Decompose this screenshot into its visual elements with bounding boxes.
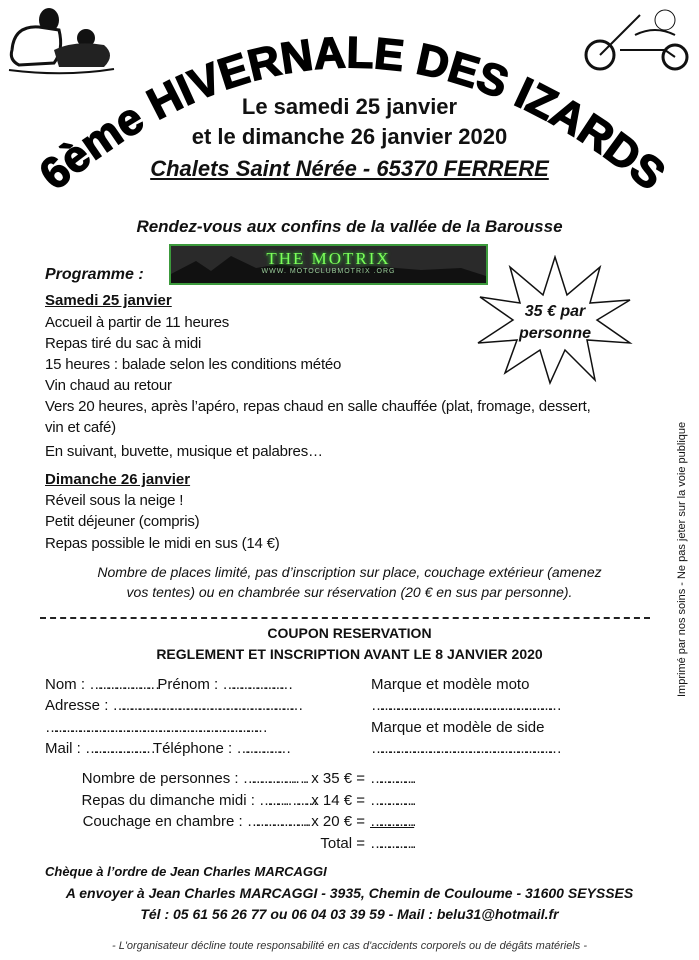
price-line-2: personne <box>518 325 591 342</box>
form-field-mail-phone[interactable]: Mail : …………………… Téléphone : ……………… <box>45 740 285 757</box>
note-line-2: vos tentes) ou en chambrée sur réservation (20 € en sus par personne). <box>126 584 573 600</box>
disclaimer: - L'organisateur décline toute responsabilité en cas d'accidents corporels ou de dégâts matériels - <box>111 940 588 952</box>
saturday-item: 15 heures : balade selon les conditions météo <box>45 356 342 373</box>
cost-room: Couchage en chambre : …………………..x 20 € = <box>82 813 365 830</box>
send-to: A envoyer à Jean Charles MARCAGGI - 3935, Chemin de Couloume - 31600 SEYSSES <box>65 885 634 901</box>
saturday-item: En suivant, buvette, musique et palabres… <box>45 443 316 460</box>
date-line-1: Le samedi 25 janvier <box>241 94 458 119</box>
form-label-side: Marque et modèle de side <box>371 719 545 736</box>
location: Chalets Saint Nérée - 65370 FERRERE <box>150 156 549 181</box>
sidecar-illustration <box>4 5 119 75</box>
contact: Tél : 05 61 56 26 77 ou 06 04 03 39 59 - Mail : belu31@hotmail.fr <box>140 906 559 922</box>
cheque-info: Chèque à l’ordre de Jean Charles MARCAGGI <box>45 864 327 879</box>
date-line-2: et le dimanche 26 janvier 2020 <box>191 124 508 149</box>
saturday-item: Vers 20 heures, après l’apéro, repas chaud en salle chauffée (plat, fromage, dessert, <box>45 398 591 415</box>
cost-persons: Nombre de personnes : ……………….…. x 35 € = <box>81 770 365 787</box>
form-field-side[interactable]: …………………………………………………………… <box>371 740 555 757</box>
form-field-name[interactable]: Nom : …………………… Prénom : …………………… <box>45 676 287 693</box>
motorcycle-illustration <box>580 5 695 75</box>
saturday-item: Vin chaud au retour <box>45 377 172 394</box>
motrix-logo: THE MOTRIX WWW. MOTOCLUBMOTRIX .ORG <box>169 244 488 285</box>
form-field-address-2[interactable]: ……………………………………………………………………… <box>45 719 261 736</box>
cut-line <box>40 617 650 619</box>
sunday-title: Dimanche 26 janvier <box>45 471 191 488</box>
cost-sunday-meal-blank[interactable]: ……………. <box>370 792 415 809</box>
coupon-subtitle: REGLEMENT ET INSCRIPTION AVANT LE 8 JANVIER 2020 <box>156 646 543 662</box>
cost-room-blank[interactable]: ……………. <box>370 813 415 830</box>
saturday-item: Accueil à partir de 11 heures <box>45 314 230 331</box>
cost-total-blank[interactable]: ……………. <box>370 835 415 852</box>
cost-sunday-meal: Repas du dimanche midi : ……….………x 14 € = <box>81 792 365 809</box>
cost-total: Total = <box>320 835 365 852</box>
form-field-address[interactable]: Adresse : …………………………………………………………… <box>45 697 297 714</box>
side-note: Imprimé par nos soins - Ne pas jeter sur la voie publique <box>676 421 688 697</box>
form-field-moto[interactable]: …………………………………………………………… <box>371 697 555 714</box>
cost-persons-blank[interactable]: ……………. <box>370 770 415 787</box>
coupon-title: COUPON RESERVATION <box>267 625 432 641</box>
form-label-moto: Marque et modèle moto <box>371 676 530 693</box>
note-line-1: Nombre de places limité, pas d’inscription sur place, couchage extérieur (amenez <box>97 564 602 580</box>
event-title: 6ème HIVERNALE DES IZARDS <box>30 28 675 200</box>
sunday-item: Petit déjeuner (compris) <box>45 513 200 530</box>
sunday-item: Repas possible le midi en sus (14 €) <box>45 535 280 552</box>
tagline: Rendez-vous aux confins de la vallée de la Barousse <box>136 217 563 236</box>
sunday-item: Réveil sous la neige ! <box>45 492 184 509</box>
saturday-item: vin et café) <box>45 419 116 436</box>
saturday-item: Repas tiré du sac à midi <box>45 335 202 352</box>
price-line-1: 35 € par <box>524 303 586 320</box>
programme-heading: Programme : <box>45 266 144 283</box>
saturday-title: Samedi 25 janvier <box>45 292 172 309</box>
